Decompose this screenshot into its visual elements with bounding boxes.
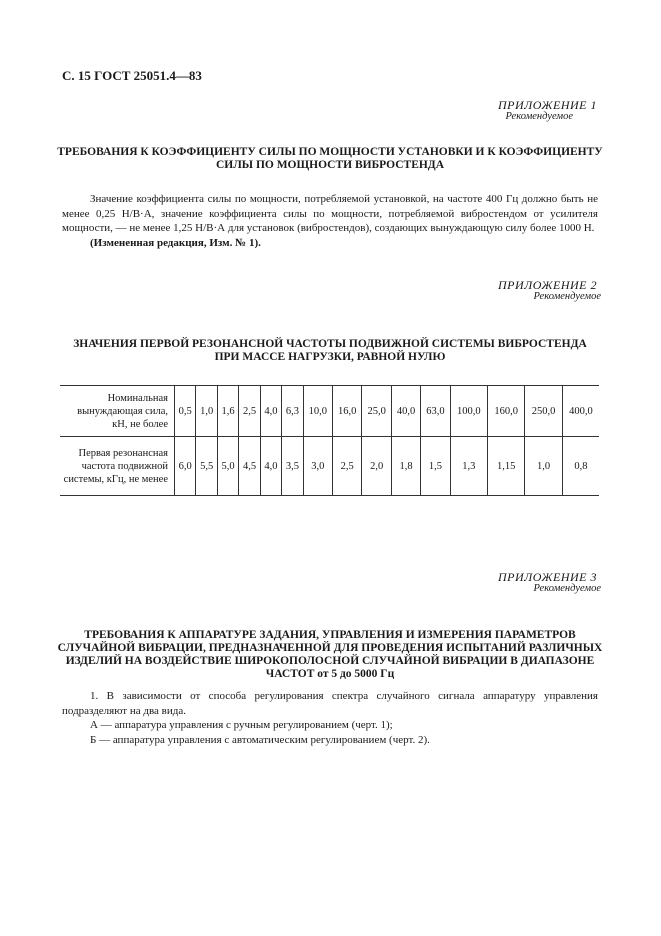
appendix1-body (62, 192, 598, 250)
force-cell: 16,0 (333, 386, 362, 437)
appendix1-title (40, 146, 620, 172)
freq-cell: 1,15 (488, 437, 525, 496)
force-cell: 6,3 (282, 386, 303, 437)
freq-cell: 2,5 (333, 437, 362, 496)
appendix3-sub: Рекомендуемое (533, 583, 601, 594)
appendix1-title-line1: ТРЕБОВАНИЯ К КОЭФФИЦИЕНТУ СИЛЫ ПО МОЩНОСТИ УСТАНОВКИ И К КОЭФФИЦИЕНТУ (57, 146, 603, 158)
appendix2-title-line1: ЗНАЧЕНИЯ ПЕРВОЙ РЕЗОНАНСНОЙ ЧАСТОТЫ ПОДВИЖНОЙ СИСТЕМЫ ВИБРОСТЕНДА (73, 338, 587, 350)
page-header: С. 15 ГОСТ 25051.4—83 (62, 68, 202, 83)
freq-cell: 5,0 (217, 437, 238, 496)
appendix1-note: (Измененная редакция, Изм. № 1). (90, 236, 261, 249)
freq-cell: 1,5 (421, 437, 450, 496)
freq-cell: 5,5 (196, 437, 217, 496)
force-cell: 400,0 (562, 386, 599, 437)
appendix2-title-line2: ПРИ МАССЕ НАГРУЗКИ, РАВНОЙ НУЛЮ (214, 351, 446, 363)
appendix3-label: ПРИЛОЖЕНИЕ 3 (498, 570, 597, 584)
appendix3-p1: 1. В зависимости от способа регулирования спектра случайного сигнала аппаратуру управления подразделяют на два вида. (62, 690, 598, 717)
appendix3-body (62, 689, 598, 747)
freq-cell: 0,8 (562, 437, 599, 496)
freq-cell: 3,5 (282, 437, 303, 496)
appendix3-title-line3: ИЗДЕЛИЙ НА ВОЗДЕЙСТВИЕ ШИРОКОПОЛОСНОЙ СЛУЧАЙНОЙ ВИБРАЦИИ В ДИАПАЗОНЕ (65, 655, 595, 667)
appendix3-title-line1: ТРЕБОВАНИЯ К АППАРАТУРЕ ЗАДАНИЯ, УПРАВЛЕНИЯ И ИЗМЕРЕНИЯ ПАРАМЕТРОВ (84, 629, 576, 641)
force-cell: 40,0 (391, 386, 420, 437)
appendix3-p3: Б — аппаратура управления с автоматическим регулированием (черт. 2). (90, 733, 430, 746)
appendix2-label: ПРИЛОЖЕНИЕ 2 (498, 278, 597, 292)
appendix1-body-text: Значение коэффициента силы по мощности, потребляемой установкой, на частоте 400 Гц должно быть не менее 0,25 Н/В·А, значение коэффициента силы по мощности, потребляемой вибростендом от усилителя мощности, — не менее 1,25 Н/В·А для установок (вибростендов), создающих вынуждающую силу более 1000 Н. (62, 193, 598, 234)
freq-cell: 4,5 (239, 437, 260, 496)
freq-cell: 4,0 (260, 437, 281, 496)
force-cell: 4,0 (260, 386, 281, 437)
force-cell: 1,6 (217, 386, 238, 437)
freq-cell: 3,0 (303, 437, 332, 496)
appendix3-title-line4: ЧАСТОТ от 5 до 5000 Гц (265, 668, 395, 680)
force-cell: 0,5 (175, 386, 196, 437)
row-label-frequency: Первая резонансная частота подвижной системы, кГц, не менее (60, 437, 175, 496)
appendix1-title-line2: СИЛЫ ПО МОЩНОСТИ ВИБРОСТЕНДА (215, 159, 445, 171)
resonance-table (60, 385, 599, 496)
force-cell: 100,0 (450, 386, 487, 437)
freq-cell: 1,3 (450, 437, 487, 496)
freq-cell: 6,0 (175, 437, 196, 496)
appendix3-title (40, 629, 620, 681)
appendix3-title-line2: СЛУЧАЙНОЙ ВИБРАЦИИ, ПРЕДНАЗНАЧЕННОЙ ДЛЯ ПРОВЕДЕНИЯ ИСПЫТАНИЙ РАЗЛИЧНЫХ (57, 642, 603, 654)
force-cell: 63,0 (421, 386, 450, 437)
force-cell: 10,0 (303, 386, 332, 437)
force-cell: 250,0 (525, 386, 562, 437)
freq-cell: 1,8 (391, 437, 420, 496)
appendix2-sub: Рекомендуемое (533, 291, 601, 302)
appendix1-label: ПРИЛОЖЕНИЕ 1 (498, 98, 597, 112)
table-row-force (60, 386, 599, 437)
appendix2-title (40, 338, 620, 364)
force-cell: 1,0 (196, 386, 217, 437)
force-cell: 160,0 (488, 386, 525, 437)
freq-cell: 1,0 (525, 437, 562, 496)
table-row-frequency (60, 437, 599, 496)
appendix1-sub: Рекомендуемое (505, 111, 573, 122)
force-cell: 25,0 (362, 386, 391, 437)
force-cell: 2,5 (239, 386, 260, 437)
appendix3-p2: А — аппаратура управления с ручным регулированием (черт. 1); (90, 719, 393, 731)
row-label-force: Номинальная вынуждающая сила, кН, не более (60, 386, 175, 437)
freq-cell: 2,0 (362, 437, 391, 496)
